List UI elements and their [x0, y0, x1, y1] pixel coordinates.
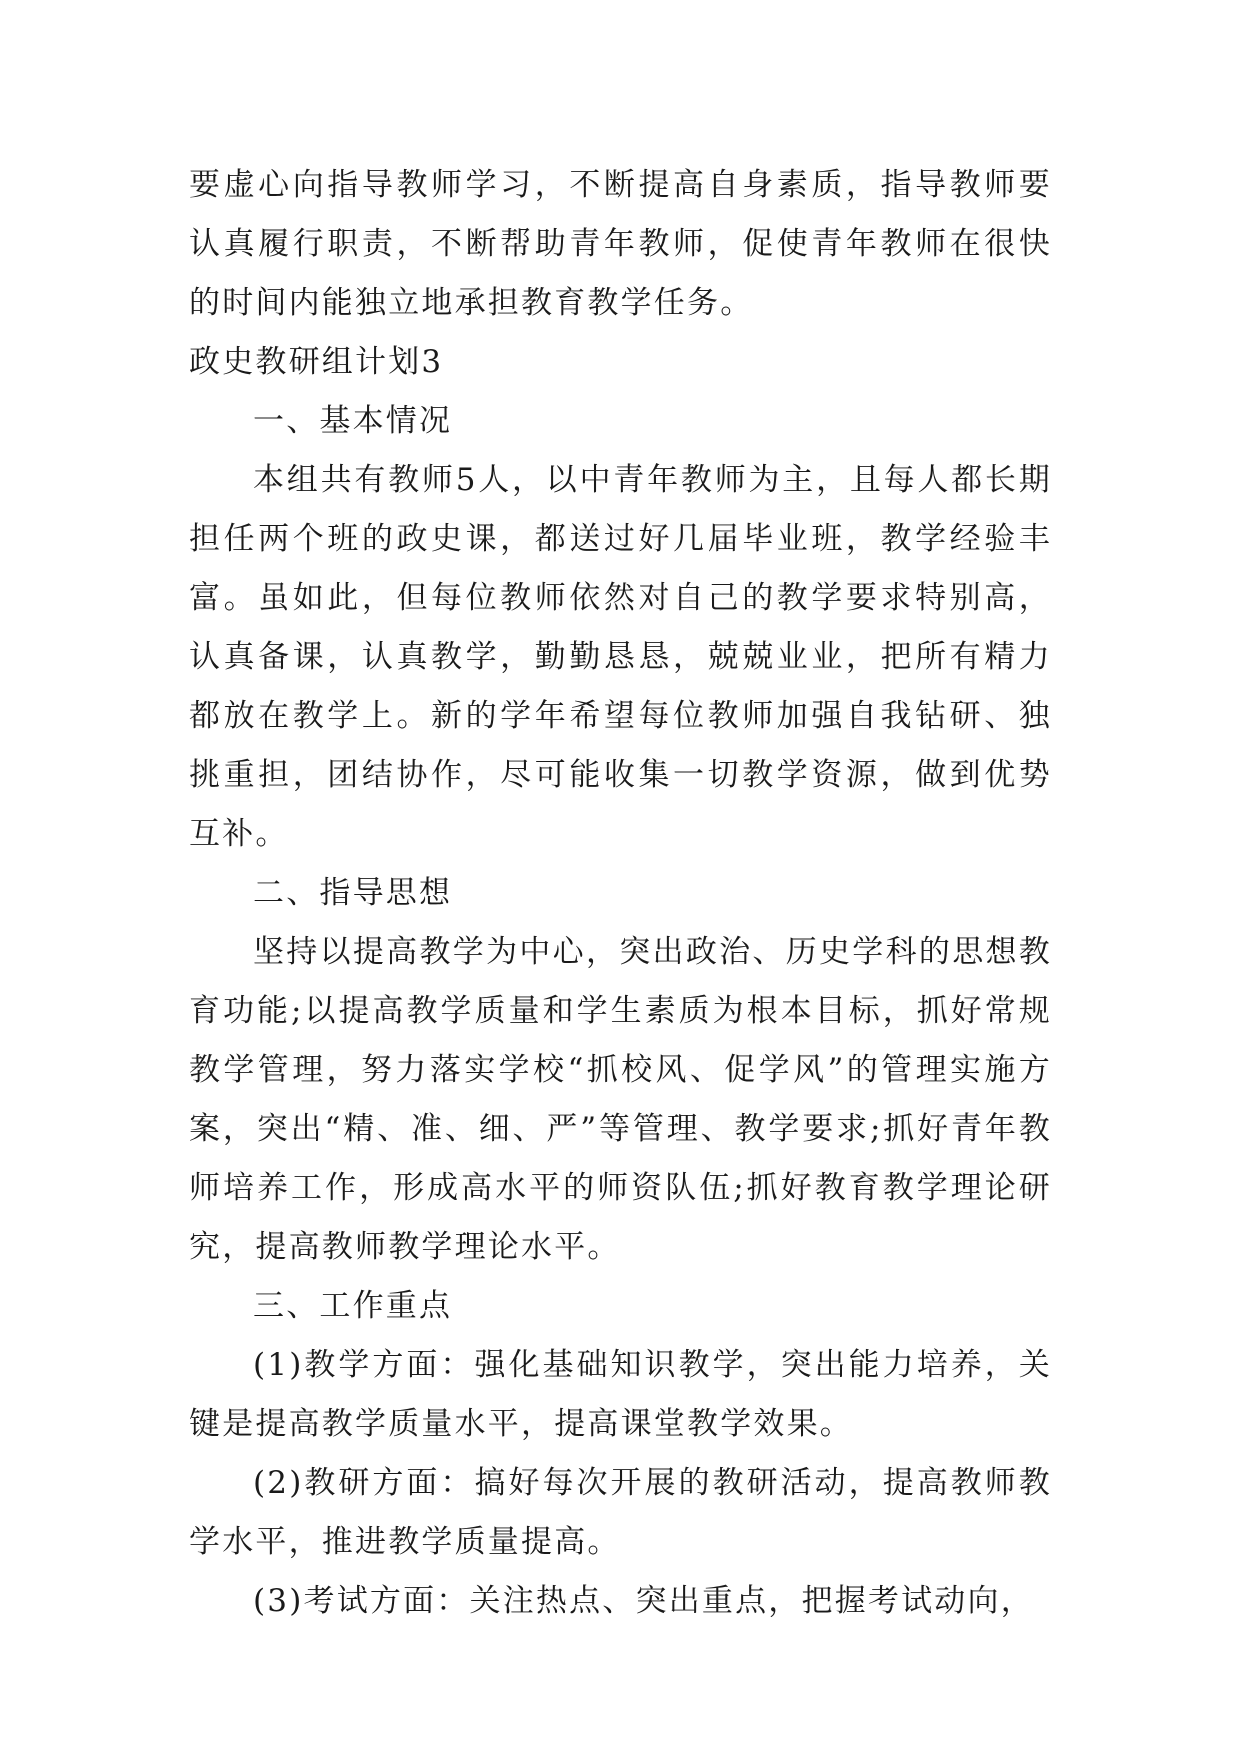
heading-basic-situation: 一、基本情况 [253, 403, 453, 439]
paragraph-basic-situation: 本组共有教师5人，以中青年教师为主，且每人都长期担任两个班的政史课，都送过好几届毕业班，教学经验丰富。虽如此，但每位教师依然对自己的教学要求特别高，认真备课，认真教学，勤勤恳恳，兢兢业业，把所有精力都放在教学上。新的学年希望每位教师加强自我钻研、独挑重担，团结协作，尽可能收集一切教学资源，做到优势互补。 [189, 462, 1052, 852]
document-body [189, 156, 1052, 1631]
heading-work-focus: 三、工作重点 [253, 1288, 453, 1324]
paragraph-exams: (3)考试方面：关注热点、突出重点，把握考试动向， [253, 1583, 1034, 1619]
paragraph-research: (2)教研方面：搞好每次开展的教研活动，提高教师教学水平，推进教学质量提高。 [189, 1465, 1052, 1560]
paragraph-guiding-ideology: 坚持以提高教学为中心，突出政治、历史学科的思想教育功能;以提高教学质量和学生素质为根本目标，抓好常规教学管理，努力落实学校“抓校风、促学风”的管理实施方案，突出“精、准、细、严”等管理、教学要求;抓好青年教师培养工作，形成高水平的师资队伍;抓好教育教学理论研究，提高教师教学理论水平。 [189, 934, 1052, 1265]
heading-guiding-ideology: 二、指导思想 [253, 875, 453, 911]
section-title: 政史教研组计划3 [189, 344, 444, 380]
paragraph-intro: 要虚心向指导教师学习，不断提高自身素质，指导教师要认真履行职责，不断帮助青年教师，促使青年教师在很快的时间内能独立地承担教育教学任务。 [189, 167, 1052, 321]
paragraph-teaching: (1)教学方面：强化基础知识教学，突出能力培养，关键是提高教学质量水平，提高课堂教学效果。 [189, 1347, 1052, 1442]
